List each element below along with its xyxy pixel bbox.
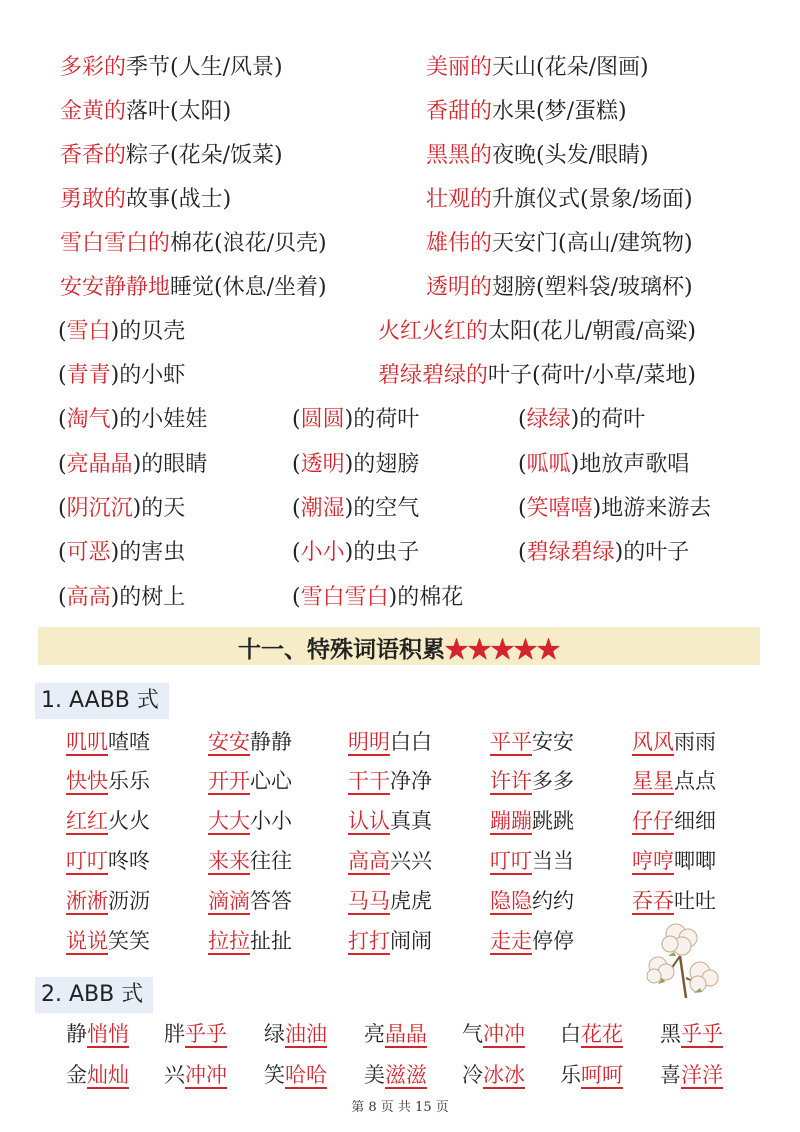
word-red-part: 叽叽 bbox=[66, 730, 108, 754]
aabb-word bbox=[348, 807, 432, 835]
fill-phrase: (透明)的翅膀 bbox=[292, 452, 420, 477]
phrase-row: 碧绿碧绿的叶子(荷叶/小草/菜地) bbox=[378, 363, 697, 388]
aabb-word bbox=[490, 847, 574, 875]
word-red-part: 认认 bbox=[348, 809, 390, 833]
word-red-part: 呵呵 bbox=[581, 1063, 623, 1087]
word-black-part: 黑 bbox=[660, 1022, 681, 1046]
aabb-word bbox=[632, 807, 716, 835]
phrase-row: (青青)的小虾 bbox=[58, 363, 186, 388]
abb-word bbox=[462, 1020, 525, 1048]
phrase-row: 美丽的天山(花朵/图画) bbox=[426, 55, 649, 80]
word-black-part: 冷 bbox=[462, 1063, 483, 1087]
aabb-word bbox=[348, 887, 432, 915]
rating-stars: ★★★★★ bbox=[445, 636, 560, 663]
phrase-row: 勇敢的故事(战士) bbox=[60, 187, 232, 212]
word-red-part: 干干 bbox=[348, 769, 390, 793]
word-black-part: 小小 bbox=[250, 809, 292, 833]
fill-phrase: (小小)的虫子 bbox=[292, 540, 420, 565]
word-red-part: 许许 bbox=[490, 769, 532, 793]
phrase-row: 安安静静地睡觉(休息/坐着) bbox=[60, 275, 327, 300]
word-red-part: 开开 bbox=[208, 769, 250, 793]
word-black-part: 气 bbox=[462, 1022, 483, 1046]
fill-phrase: (淘气)的小娃娃 bbox=[58, 407, 208, 432]
word-black-part: 兴 bbox=[164, 1063, 185, 1087]
word-red-part: 吞吞 bbox=[632, 889, 674, 913]
word-black-part: 沥沥 bbox=[108, 889, 150, 913]
abb-word bbox=[264, 1061, 327, 1089]
word-black-part: 笑 bbox=[264, 1063, 285, 1087]
word-black-part: 火火 bbox=[108, 809, 150, 833]
abb-word bbox=[164, 1020, 227, 1048]
aabb-word bbox=[208, 767, 292, 795]
word-black-part: 乐 bbox=[560, 1063, 581, 1087]
fill-phrase: (绿绿)的荷叶 bbox=[518, 407, 646, 432]
word-black-part: 美 bbox=[364, 1063, 385, 1087]
word-red-part: 平平 bbox=[490, 730, 532, 754]
fill-phrase: (圆圆)的荷叶 bbox=[292, 407, 420, 432]
fill-phrase: (可恶)的害虫 bbox=[58, 540, 186, 565]
word-red-part: 高高 bbox=[348, 849, 390, 873]
word-red-part: 走走 bbox=[490, 929, 532, 953]
abb-word bbox=[66, 1020, 129, 1048]
word-red-part: 滴滴 bbox=[208, 889, 250, 913]
word-red-part: 明明 bbox=[348, 730, 390, 754]
aabb-word bbox=[348, 728, 432, 756]
aabb-word bbox=[66, 847, 150, 875]
abb-word bbox=[462, 1061, 525, 1089]
aabb-word bbox=[632, 847, 716, 875]
fill-phrase: (潮湿)的空气 bbox=[292, 496, 420, 521]
word-black-part: 当当 bbox=[532, 849, 574, 873]
word-black-part: 约约 bbox=[532, 889, 574, 913]
abb-word bbox=[560, 1061, 623, 1089]
word-red-part: 冰冰 bbox=[483, 1063, 525, 1087]
fill-phrase: (高高)的树上 bbox=[58, 585, 186, 610]
aabb-word bbox=[208, 887, 292, 915]
word-black-part: 净净 bbox=[390, 769, 432, 793]
page-number: 第 8 页 共 15 页 bbox=[351, 1100, 449, 1115]
word-black-part: 兴兴 bbox=[390, 849, 432, 873]
fill-phrase: (碧绿碧绿)的叶子 bbox=[518, 540, 690, 565]
word-black-part: 静静 bbox=[250, 730, 292, 754]
word-red-part: 星星 bbox=[632, 769, 674, 793]
aabb-word bbox=[66, 728, 150, 756]
abb-word bbox=[660, 1020, 723, 1048]
aabb-word bbox=[208, 927, 292, 955]
aabb-word bbox=[66, 807, 150, 835]
phrase-row: 壮观的升旗仪式(景象/场面) bbox=[426, 187, 693, 212]
phrase-row: 金黄的落叶(太阳) bbox=[60, 99, 232, 124]
word-black-part: 唧唧 bbox=[674, 849, 716, 873]
word-red-part: 晶晶 bbox=[385, 1022, 427, 1046]
section-banner bbox=[38, 627, 760, 665]
aabb-word bbox=[208, 847, 292, 875]
word-black-part: 喳喳 bbox=[108, 730, 150, 754]
word-black-part: 白白 bbox=[390, 730, 432, 754]
phrase-row: 透明的翅膀(塑料袋/玻璃杯) bbox=[426, 275, 693, 300]
word-black-part: 绿 bbox=[264, 1022, 285, 1046]
word-red-part: 冲冲 bbox=[185, 1063, 227, 1087]
phrase-row: 黑黑的夜晚(头发/眼睛) bbox=[426, 143, 649, 168]
word-black-part: 点点 bbox=[674, 769, 716, 793]
aabb-word bbox=[490, 767, 574, 795]
aabb-word bbox=[490, 927, 574, 955]
word-black-part: 笑笑 bbox=[108, 929, 150, 953]
word-red-part: 乎乎 bbox=[681, 1022, 723, 1046]
word-red-part: 拉拉 bbox=[208, 929, 250, 953]
word-black-part: 亮 bbox=[364, 1022, 385, 1046]
word-red-part: 红红 bbox=[66, 809, 108, 833]
aabb-word bbox=[208, 728, 292, 756]
aabb-word bbox=[348, 767, 432, 795]
word-red-part: 花花 bbox=[581, 1022, 623, 1046]
word-black-part: 真真 bbox=[390, 809, 432, 833]
abb-word bbox=[364, 1061, 427, 1089]
word-black-part: 多多 bbox=[532, 769, 574, 793]
word-red-part: 乎乎 bbox=[185, 1022, 227, 1046]
word-red-part: 叮叮 bbox=[66, 849, 108, 873]
fill-phrase: (阴沉沉)的天 bbox=[58, 496, 186, 521]
word-red-part: 来来 bbox=[208, 849, 250, 873]
word-red-part: 洋洋 bbox=[681, 1063, 723, 1087]
word-black-part: 雨雨 bbox=[674, 730, 716, 754]
aabb-word bbox=[490, 807, 574, 835]
word-red-part: 叮叮 bbox=[490, 849, 532, 873]
word-red-part: 哼哼 bbox=[632, 849, 674, 873]
word-red-part: 大大 bbox=[208, 809, 250, 833]
abb-word bbox=[164, 1061, 227, 1089]
word-red-part: 灿灿 bbox=[87, 1063, 129, 1087]
phrase-row: (雪白)的贝壳 bbox=[58, 319, 186, 344]
word-black-part: 咚咚 bbox=[108, 849, 150, 873]
word-black-part: 细细 bbox=[674, 809, 716, 833]
phrase-row: 火红火红的太阳(花儿/朝霞/高粱) bbox=[378, 319, 697, 344]
word-black-part: 乐乐 bbox=[108, 769, 150, 793]
word-black-part: 答答 bbox=[250, 889, 292, 913]
aabb-word bbox=[490, 887, 574, 915]
abb-word bbox=[66, 1061, 129, 1089]
word-black-part: 停停 bbox=[532, 929, 574, 953]
abb-word bbox=[264, 1020, 327, 1048]
word-red-part: 悄悄 bbox=[87, 1022, 129, 1046]
aabb-word bbox=[66, 927, 150, 955]
abb-word bbox=[660, 1061, 723, 1089]
word-red-part: 冲冲 bbox=[483, 1022, 525, 1046]
abb-word bbox=[364, 1020, 427, 1048]
word-red-part: 哈哈 bbox=[285, 1063, 327, 1087]
aabb-word bbox=[348, 847, 432, 875]
aabb-word bbox=[208, 807, 292, 835]
word-black-part: 扯扯 bbox=[250, 929, 292, 953]
abb-heading: 2. ABB 式 bbox=[35, 977, 153, 1013]
word-black-part: 心心 bbox=[250, 769, 292, 793]
fill-phrase: (呱呱)地放声歌唱 bbox=[518, 452, 690, 477]
aabb-word bbox=[632, 767, 716, 795]
fill-phrase: (笑嘻嘻)地游来游去 bbox=[518, 496, 712, 521]
word-red-part: 快快 bbox=[66, 769, 108, 793]
word-black-part: 吐吐 bbox=[674, 889, 716, 913]
phrase-row: 雪白雪白的棉花(浪花/贝壳) bbox=[60, 231, 327, 256]
section-title: 十一、特殊词语积累★★★★★ bbox=[238, 636, 560, 663]
aabb-word bbox=[490, 728, 574, 756]
word-red-part: 安安 bbox=[208, 730, 250, 754]
word-black-part: 跳跳 bbox=[532, 809, 574, 833]
aabb-word bbox=[348, 927, 432, 955]
word-black-part: 静 bbox=[66, 1022, 87, 1046]
word-black-part: 胖 bbox=[164, 1022, 185, 1046]
fill-phrase: (亮晶晶)的眼睛 bbox=[58, 452, 208, 477]
phrase-row: 香甜的水果(梦/蛋糕) bbox=[426, 99, 627, 124]
word-black-part: 闹闹 bbox=[390, 929, 432, 953]
aabb-heading: 1. AABB 式 bbox=[35, 683, 169, 719]
word-red-part: 说说 bbox=[66, 929, 108, 953]
word-red-part: 打打 bbox=[348, 929, 390, 953]
word-black-part: 喜 bbox=[660, 1063, 681, 1087]
aabb-word bbox=[632, 728, 716, 756]
aabb-word bbox=[632, 887, 716, 915]
word-red-part: 隐隐 bbox=[490, 889, 532, 913]
phrase-row: 雄伟的天安门(高山/建筑物) bbox=[426, 231, 693, 256]
word-black-part: 虎虎 bbox=[390, 889, 432, 913]
word-red-part: 马马 bbox=[348, 889, 390, 913]
aabb-word bbox=[66, 767, 150, 795]
word-red-part: 滋滋 bbox=[385, 1063, 427, 1087]
fill-phrase: (雪白雪白)的棉花 bbox=[292, 585, 464, 610]
word-red-part: 风风 bbox=[632, 730, 674, 754]
word-black-part: 白 bbox=[560, 1022, 581, 1046]
word-red-part: 仔仔 bbox=[632, 809, 674, 833]
word-red-part: 油油 bbox=[285, 1022, 327, 1046]
word-black-part: 金 bbox=[66, 1063, 87, 1087]
word-red-part: 蹦蹦 bbox=[490, 809, 532, 833]
phrase-row: 香香的粽子(花朵/饭菜) bbox=[60, 143, 283, 168]
abb-word bbox=[560, 1020, 623, 1048]
word-black-part: 安安 bbox=[532, 730, 574, 754]
phrase-row: 多彩的季节(人生/风景) bbox=[60, 55, 283, 80]
word-red-part: 淅淅 bbox=[66, 889, 108, 913]
word-black-part: 往往 bbox=[250, 849, 292, 873]
cotton-flower-icon bbox=[640, 916, 720, 1000]
aabb-word bbox=[66, 887, 150, 915]
